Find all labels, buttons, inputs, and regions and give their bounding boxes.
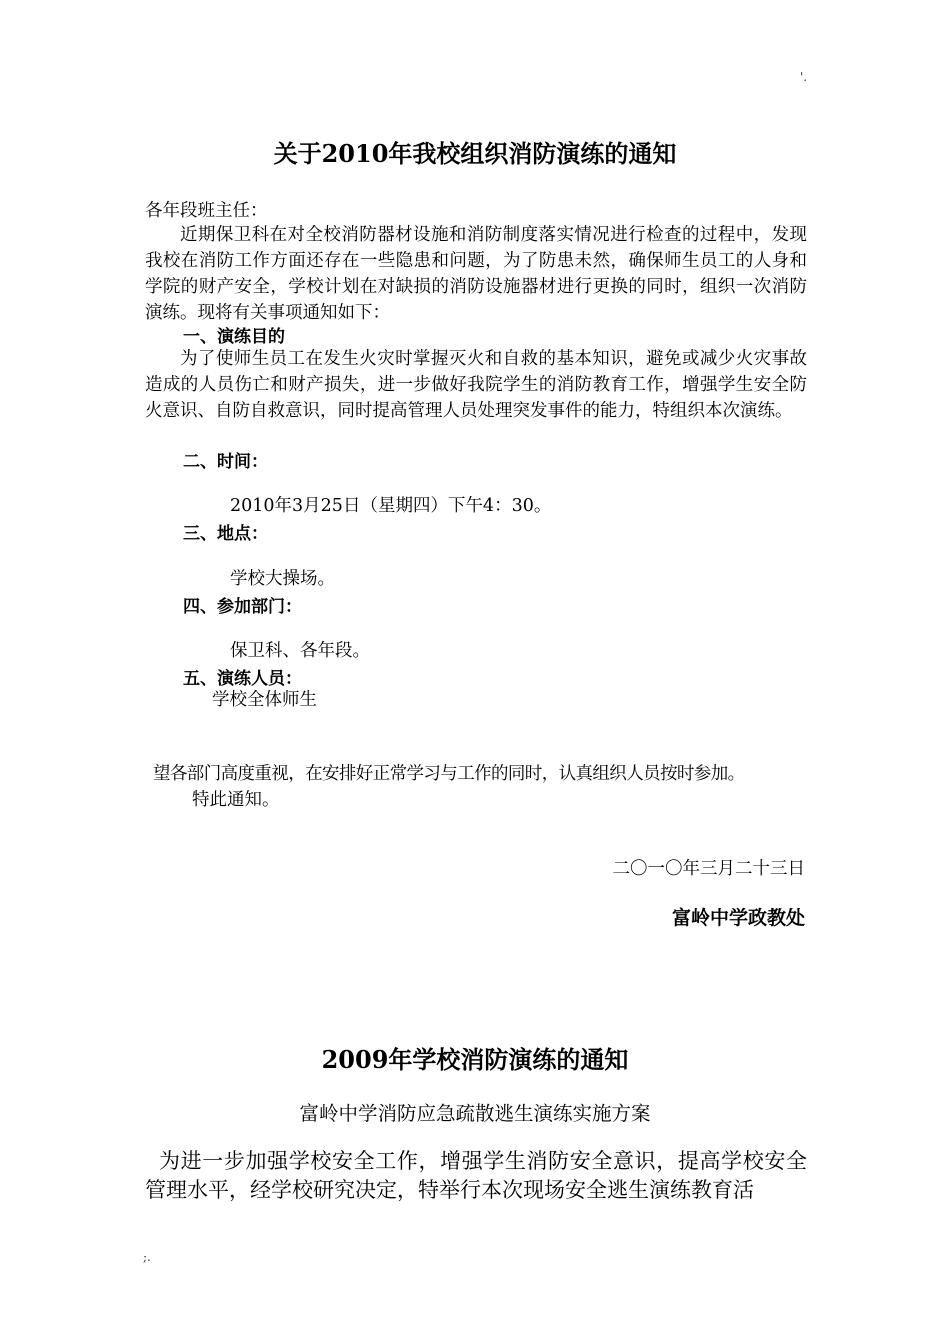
- notice1-title: 关于2010年我校组织消防演练的通知: [273, 139, 677, 168]
- section-4-content: 保卫科、各年段。: [230, 641, 370, 661]
- section-1-content: 为了使师生员工在发生火灾时掌握灭火和自救的基本知识，避免或减少火灾事故造成的人员伤亡和财产损失，进一步做好我院学生的消防教育工作，增强学生安全防火意识、自防自救意识，同时提高管理人员处理突发事件的能力，特组织本次演练。: [145, 349, 807, 421]
- section-3-content: 学校大操场。: [230, 569, 335, 589]
- closing-paragraph: 望各部门高度重视，在安排好正常学习与工作的同时，认真组织人员按时参加。: [153, 764, 745, 784]
- section-2-content: 2010年3月25日（星期四）下午4：30。: [230, 496, 552, 516]
- section-4-heading: 四、参加部门：: [183, 597, 302, 617]
- section-3-heading: 三、地点：: [183, 524, 268, 544]
- section-5-content: 学校全体师生: [212, 690, 317, 710]
- page-mark-top: '.: [800, 70, 808, 84]
- signature: 富岭中学政教处: [671, 907, 805, 929]
- section-5-heading: 五、演练人员：: [183, 669, 302, 689]
- salutation: 各年段班主任：: [145, 201, 268, 221]
- page-mark-bottom: ;.: [143, 1250, 151, 1264]
- notice-date: 二〇一〇年三月二十三日: [612, 859, 805, 879]
- notice-end: 特此通知。: [192, 790, 280, 810]
- section-2-heading: 二、时间：: [183, 452, 268, 472]
- intro-paragraph: 近期保卫科在对全校消防器材设施和消防制度落实情况进行检查的过程中，发现我校在消防工作方面还存在一些隐患和问题，为了防患未然，确保师生员工的人身和学院的财产安全，学校计划在对缺损的消防设施器材进行更换的同时，组织一次消防演练。现将有关事项通知如下：: [145, 225, 807, 323]
- notice2-title: 2009年学校消防演练的通知: [321, 1045, 629, 1074]
- section-1-heading: 一、演练目的: [183, 327, 285, 347]
- notice2-intro: 为进一步加强学校安全工作，增强学生消防安全意识，提高学校安全管理水平，经学校研究决定，特举行本次现场安全逃生演练教育活: [145, 1149, 807, 1202]
- notice2-subtitle: 富岭中学消防应急疏散逃生演练实施方案: [299, 1102, 651, 1125]
